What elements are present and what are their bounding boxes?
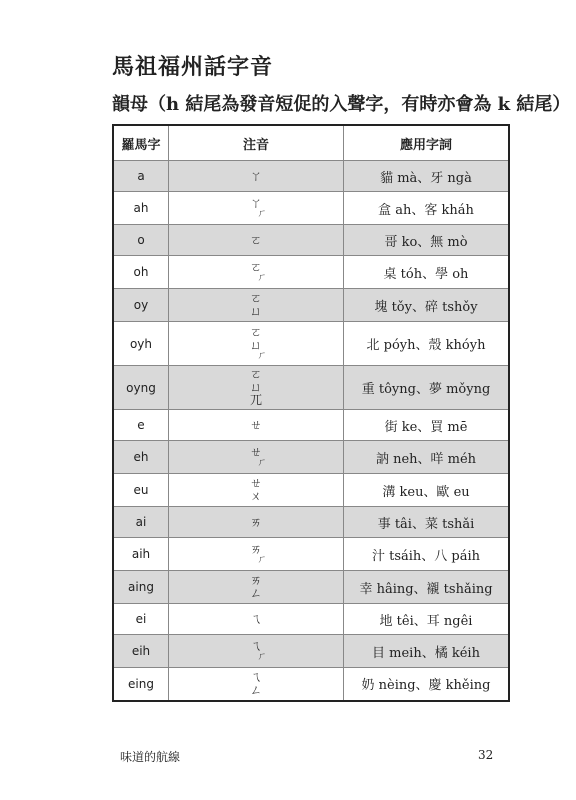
zhuyin-stack xyxy=(250,419,262,432)
zhuyin-symbol: ㄩ xyxy=(249,304,262,318)
zhuyin-final-h: ㄏ xyxy=(257,209,267,219)
zhuyin-stack xyxy=(250,234,262,247)
cell-roma: a xyxy=(113,161,169,192)
zhuyin-final-h: ㄏ xyxy=(257,458,267,468)
zhuyin-final-h: ㄏ xyxy=(257,273,267,283)
cell-example-words: 幸 hâing、襯 tshǎing xyxy=(344,571,510,604)
cell-example-words: 盒 ah、客 kháh xyxy=(344,192,510,225)
header-words: 應用字詞 xyxy=(344,125,510,161)
cell-roma: oyh xyxy=(113,322,169,366)
cell-example-words: 訥 neh、咩 méh xyxy=(344,441,510,474)
cell-zhuyin xyxy=(169,289,344,322)
cell-roma: ah xyxy=(113,192,169,225)
cell-example-words: 溝 keu、歐 eu xyxy=(344,474,510,507)
cell-roma: eing xyxy=(113,668,169,701)
zhuyin-stack xyxy=(245,640,266,662)
cell-example-words: 地 têi、耳 ngêi xyxy=(344,604,510,635)
cell-zhuyin xyxy=(169,256,344,289)
cell-zhuyin xyxy=(169,322,344,366)
cell-example-words: 街 ke、買 mē xyxy=(344,410,510,441)
table-row xyxy=(113,604,509,635)
zhuyin-symbol: ㄨ xyxy=(249,489,262,503)
zhuyin-final-h: ㄏ xyxy=(257,555,267,565)
zhuyin-stack xyxy=(250,368,262,407)
table-row xyxy=(113,322,509,366)
cell-example-words: 哥 ko、無 mò xyxy=(344,225,510,256)
header-zhuyin: 注音 xyxy=(169,125,344,161)
zhuyin-symbol: ㄝ xyxy=(249,445,262,459)
cell-roma: eih xyxy=(113,635,169,668)
zhuyin-symbol: ㄟ xyxy=(249,611,262,626)
table-row xyxy=(113,571,509,604)
cell-zhuyin xyxy=(169,474,344,507)
cell-roma: ei xyxy=(113,604,169,635)
table-row xyxy=(113,410,509,441)
cell-example-words: 桌 tóh、學 oh xyxy=(344,256,510,289)
zhuyin-stack xyxy=(245,261,266,283)
zhuyin-stack xyxy=(250,292,262,318)
zhuyin-symbol: ㄝ xyxy=(249,417,262,432)
cell-zhuyin xyxy=(169,225,344,256)
section-title: 韻母（h 結尾為發音短促的入聲字，有時亦會為 k 結尾） xyxy=(112,94,571,115)
zhuyin-final-h: ㄏ xyxy=(257,351,267,361)
zhuyin-stack xyxy=(250,477,262,503)
cell-example-words: 奶 nèing、慶 khěing xyxy=(344,668,510,701)
zhuyin-symbol: ㄛ xyxy=(249,232,262,247)
cell-roma: oy xyxy=(113,289,169,322)
table-row xyxy=(113,474,509,507)
table-row xyxy=(113,441,509,474)
cell-roma: oh xyxy=(113,256,169,289)
zhuyin-stack xyxy=(245,543,266,565)
zhuyin-final-h: ㄏ xyxy=(257,652,267,662)
cell-example-words: 汁 tsáih、八 páih xyxy=(344,538,510,571)
zhuyin-stack xyxy=(245,446,266,468)
table-header-row xyxy=(113,125,509,161)
zhuyin-symbol: ㄥ xyxy=(249,682,262,697)
cell-zhuyin xyxy=(169,441,344,474)
zhuyin-symbol: ㄚ xyxy=(249,168,262,183)
cell-zhuyin xyxy=(169,668,344,701)
table-row xyxy=(113,192,509,225)
zhuyin-symbol: ㄛ xyxy=(249,260,262,274)
cell-zhuyin xyxy=(169,538,344,571)
zhuyin-symbol: ㄫ xyxy=(249,393,262,407)
cell-example-words: 貓 mà、牙 ngà xyxy=(344,161,510,192)
zhuyin-stack xyxy=(245,326,266,361)
cell-roma: aing xyxy=(113,571,169,604)
zhuyin-stack xyxy=(245,197,266,219)
cell-roma: o xyxy=(113,225,169,256)
page-title: 馬祖福州話字音 xyxy=(112,54,274,80)
cell-zhuyin xyxy=(169,410,344,441)
table-body xyxy=(113,161,509,701)
zhuyin-symbol: ㄞ xyxy=(249,514,262,529)
zhuyin-symbol: ㄝ xyxy=(249,476,262,490)
table-row xyxy=(113,225,509,256)
cell-zhuyin xyxy=(169,366,344,410)
zhuyin-stack xyxy=(250,671,262,697)
cell-zhuyin xyxy=(169,571,344,604)
cell-zhuyin xyxy=(169,161,344,192)
cell-zhuyin xyxy=(169,192,344,225)
zhuyin-symbol: ㄚ xyxy=(249,196,262,210)
table-row xyxy=(113,289,509,322)
zhuyin-symbol: ㄛ xyxy=(249,291,262,305)
page-number: 32 xyxy=(478,748,494,762)
zhuyin-symbol: ㄩ xyxy=(249,338,262,352)
cell-example-words: 目 meih、橘 kéih xyxy=(344,635,510,668)
footer-book-title: 味道的航線 xyxy=(120,750,181,764)
zhuyin-symbol: ㄛ xyxy=(249,367,262,381)
cell-roma: eh xyxy=(113,441,169,474)
cell-example-words: 北 póyh、殼 khóyh xyxy=(344,322,510,366)
header-roma: 羅馬字 xyxy=(113,125,169,161)
cell-roma: e xyxy=(113,410,169,441)
table-row xyxy=(113,507,509,538)
cell-example-words: 事 tâi、菜 tshǎi xyxy=(344,507,510,538)
zhuyin-symbol: ㄛ xyxy=(249,325,262,339)
cell-zhuyin xyxy=(169,635,344,668)
vowel-table xyxy=(112,124,510,702)
zhuyin-stack xyxy=(250,170,262,183)
cell-roma: oyng xyxy=(113,366,169,410)
cell-zhuyin xyxy=(169,604,344,635)
zhuyin-symbol: ㄞ xyxy=(249,542,262,556)
cell-roma: aih xyxy=(113,538,169,571)
cell-roma: eu xyxy=(113,474,169,507)
zhuyin-symbol: ㄥ xyxy=(249,586,262,600)
cell-example-words: 塊 tǒy、碎 tshǒy xyxy=(344,289,510,322)
zhuyin-stack xyxy=(250,613,262,626)
table-row xyxy=(113,256,509,289)
cell-zhuyin xyxy=(169,507,344,538)
cell-example-words: 重 tôyng、夢 mǒyng xyxy=(344,366,510,410)
zhuyin-stack xyxy=(250,574,262,600)
zhuyin-symbol: ㄟ xyxy=(249,639,262,653)
table-row xyxy=(113,161,509,192)
table-row xyxy=(113,538,509,571)
table-row xyxy=(113,668,509,701)
table-row xyxy=(113,635,509,668)
zhuyin-symbol: ㄟ xyxy=(249,669,262,684)
zhuyin-symbol: ㄞ xyxy=(249,573,262,587)
cell-roma: ai xyxy=(113,507,169,538)
zhuyin-stack xyxy=(250,516,262,529)
table-row xyxy=(113,366,509,410)
zhuyin-symbol: ㄩ xyxy=(249,380,262,394)
